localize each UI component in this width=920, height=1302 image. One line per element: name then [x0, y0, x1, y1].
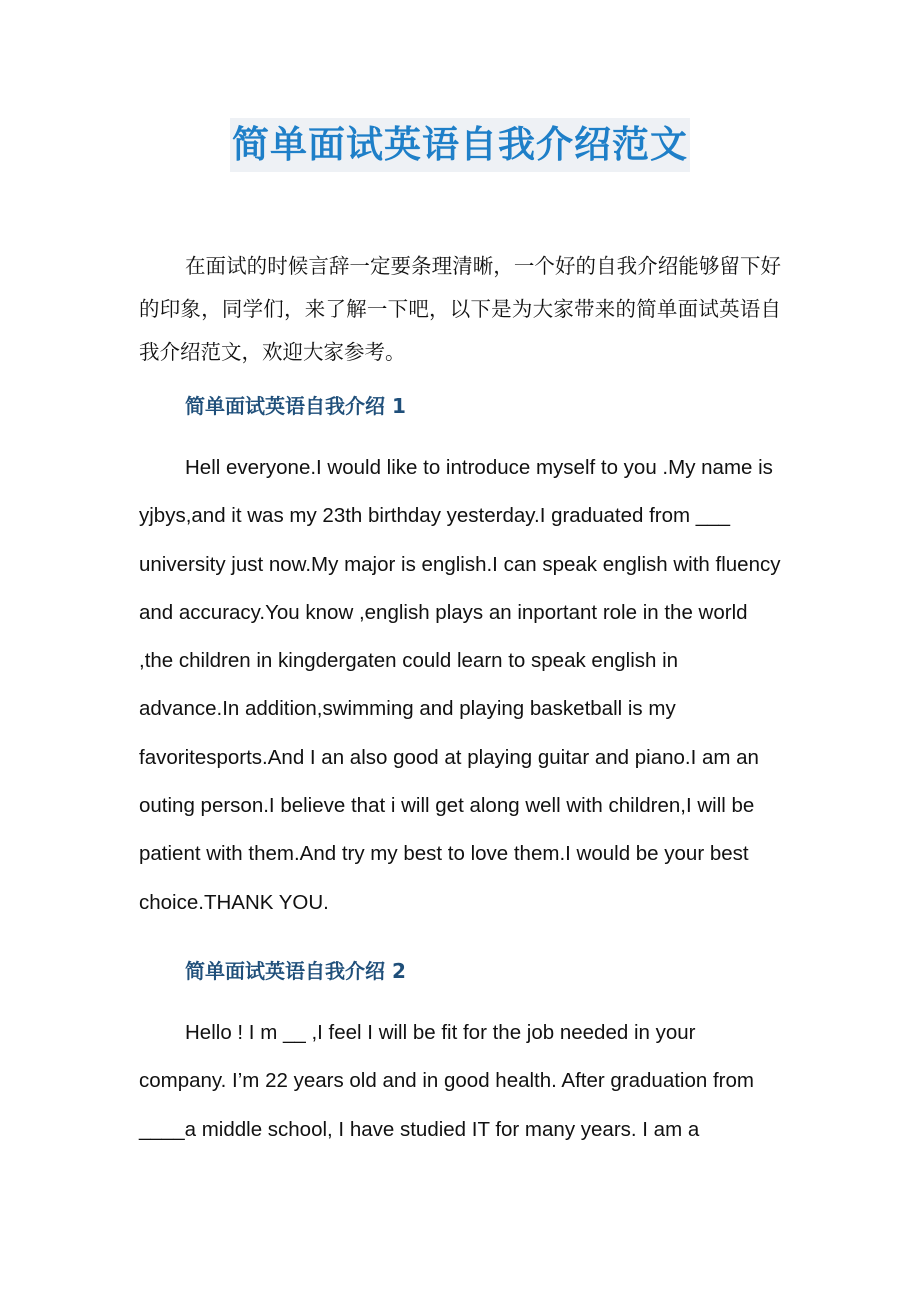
document-body [139, 245, 781, 1154]
page-title: 简单面试英语自我介绍范文 [230, 118, 690, 172]
section-heading-1: 简单面试英语自我介绍 1 [185, 394, 406, 418]
section-heading-2: 简单面试英语自我介绍 2 [185, 958, 406, 983]
section-body-1: Hell everyone.I would like to introduce myself to you .My name is yjbys,and it was my 23th birthday yesterday.I graduated from ___ university just now.My major is english.I can speak english with fluency and accuracy.You know ,english plays an inportant role in the world ,the children in kingdergaten could learn to speak english in advance.In addition,swimming and playing basketball is my favoritesports.And I an also good at playing guitar and piano.I am an outing person.I believe that i will get along well with children,I will be patient with them.And try my best to love them.I would be your best choice.THANK YOU. [139, 456, 781, 914]
title-container [0, 118, 920, 172]
section-body-2: Hello ! I m __ ,I feel I will be fit for the job needed in your company. I’m 22 years old and in good health. After graduation from ____a middle school, I have studied IT for many years. I am a [139, 1020, 754, 1141]
intro-paragraph: 在面试的时候言辞一定要条理清晰，一个好的自我介绍能够留下好的印象，同学们，来了解一下吧，以下是为大家带来的简单面试英语自我介绍范文，欢迎大家参考。 [139, 254, 781, 364]
